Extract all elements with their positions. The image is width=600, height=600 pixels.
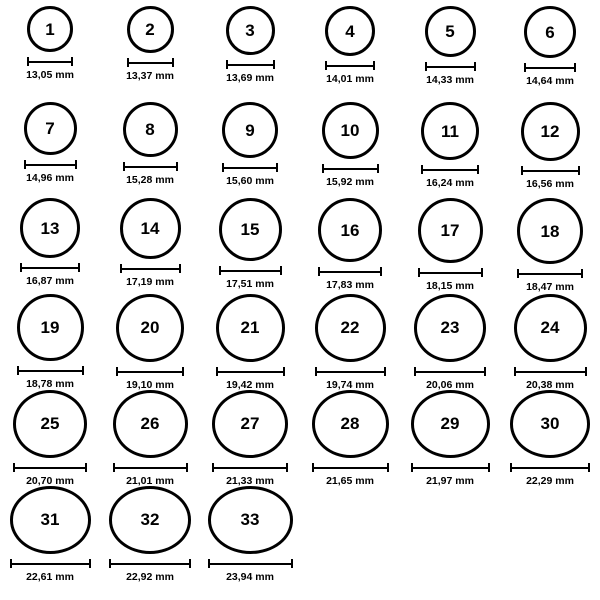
- measure-bar: [123, 166, 178, 168]
- measure-bar: [113, 467, 188, 469]
- measure-tick-right: [585, 367, 587, 376]
- diameter-measure-line: [208, 559, 293, 568]
- diameter-measure-line: [216, 367, 285, 376]
- ring-size-label: 28: [340, 414, 360, 434]
- diameter-value-label: 22,29 mm: [526, 474, 574, 487]
- ring-size-cell: [400, 6, 500, 102]
- measure-tick-left: [521, 166, 523, 175]
- ring-size-cell: [0, 390, 100, 486]
- ring-size-label: 13: [40, 218, 60, 238]
- ring-circle: [421, 102, 479, 160]
- diameter-value-label: 14,64 mm: [526, 75, 574, 87]
- measure-tick-left: [312, 463, 314, 472]
- diameter-value-label: 15,28 mm: [126, 174, 174, 186]
- measure-tick-left: [524, 63, 526, 72]
- ring-size-cell: [200, 486, 300, 582]
- measure-bar: [208, 563, 293, 565]
- diameter-value-label: 20,70 mm: [26, 474, 74, 487]
- measure-tick-left: [123, 162, 125, 171]
- ring-size-cell: [200, 390, 300, 486]
- measure-tick-right: [578, 166, 580, 175]
- ring-size-cell: [400, 294, 500, 390]
- ring-circle: [411, 390, 490, 458]
- diameter-measure-line: [109, 559, 191, 568]
- measure-tick-right: [477, 165, 479, 174]
- ring-size-cell: [300, 102, 400, 198]
- diameter-measure-line: [510, 463, 590, 472]
- diameter-value-label: 13,05 mm: [26, 69, 74, 81]
- diameter-measure-line: [219, 266, 282, 275]
- measure-tick-left: [109, 559, 111, 568]
- ring-size-cell: [0, 294, 100, 390]
- ring-size-label: 1: [45, 19, 55, 39]
- diameter-measure-line: [414, 367, 486, 376]
- ring-size-label: 30: [540, 414, 560, 434]
- measure-bar: [411, 467, 490, 469]
- diameter-value-label: 14,96 mm: [26, 172, 74, 184]
- diameter-value-label: 17,19 mm: [126, 276, 174, 288]
- ring-size-cell: [0, 198, 100, 294]
- measure-bar: [222, 167, 278, 169]
- diameter-value-label: 18,78 mm: [26, 378, 74, 390]
- measure-tick-right: [387, 463, 389, 472]
- measure-bar: [517, 273, 583, 275]
- ring-size-label: 3: [245, 21, 255, 40]
- diameter-measure-line: [322, 164, 379, 173]
- diameter-value-label: 18,47 mm: [526, 281, 574, 293]
- measure-tick-left: [222, 163, 224, 172]
- measure-tick-right: [189, 559, 191, 568]
- measure-tick-left: [116, 367, 118, 376]
- diameter-value-label: 16,24 mm: [426, 177, 474, 189]
- measure-tick-left: [24, 160, 26, 169]
- diameter-measure-line: [514, 367, 587, 376]
- diameter-measure-line: [13, 463, 87, 472]
- measure-bar: [226, 64, 275, 66]
- ring-size-cell: [500, 198, 600, 294]
- measure-bar: [514, 371, 587, 373]
- measure-tick-right: [291, 559, 293, 568]
- ring-size-cell: [300, 198, 400, 294]
- ring-size-cell: [300, 390, 400, 486]
- ring-circle: [312, 390, 389, 458]
- measure-tick-right: [179, 264, 181, 273]
- diameter-measure-line: [27, 57, 73, 66]
- measure-bar: [120, 268, 181, 270]
- ring-size-label: 16: [340, 220, 360, 240]
- diameter-measure-line: [425, 62, 476, 71]
- ring-size-cell: [200, 6, 300, 102]
- measure-tick-right: [380, 267, 382, 276]
- measure-tick-left: [113, 463, 115, 472]
- ring-size-label: 21: [240, 318, 260, 338]
- measure-bar: [116, 371, 184, 373]
- ring-size-label: 4: [345, 21, 355, 41]
- ring-circle: [322, 102, 379, 159]
- ring-size-label: 32: [140, 510, 160, 530]
- diameter-value-label: 21,01 mm: [126, 474, 174, 487]
- ring-size-label: 6: [545, 22, 555, 42]
- measure-tick-left: [421, 165, 423, 174]
- ring-size-cell: [400, 102, 500, 198]
- diameter-value-label: 22,92 mm: [126, 570, 174, 583]
- measure-tick-left: [325, 61, 327, 70]
- ring-circle: [226, 6, 275, 55]
- measure-bar: [27, 61, 73, 63]
- diameter-measure-line: [113, 463, 188, 472]
- measure-tick-right: [75, 160, 77, 169]
- measure-bar: [24, 164, 77, 166]
- diameter-measure-line: [212, 463, 288, 472]
- measure-tick-right: [273, 60, 275, 69]
- diameter-measure-line: [318, 267, 382, 276]
- measure-tick-right: [286, 463, 288, 472]
- diameter-value-label: 17,51 mm: [226, 278, 274, 290]
- measure-tick-left: [20, 263, 22, 272]
- diameter-value-label: 23,94 mm: [226, 570, 274, 583]
- ring-size-label: 11: [441, 121, 459, 141]
- ring-size-cell: [100, 198, 200, 294]
- ring-size-cell: [500, 294, 600, 390]
- measure-tick-left: [315, 367, 317, 376]
- ring-size-cell: [100, 486, 200, 582]
- ring-circle: [109, 486, 191, 554]
- measure-tick-right: [89, 559, 91, 568]
- diameter-measure-line: [421, 165, 479, 174]
- ring-size-label: 20: [140, 318, 160, 338]
- measure-bar: [216, 371, 285, 373]
- ring-size-label: 22: [340, 318, 360, 338]
- ring-circle: [208, 486, 293, 554]
- ring-circle: [414, 294, 486, 362]
- diameter-value-label: 19,42 mm: [226, 378, 274, 391]
- measure-tick-left: [17, 366, 19, 375]
- diameter-value-label: 17,83 mm: [326, 279, 374, 291]
- ring-size-label: 31: [40, 510, 60, 530]
- diameter-measure-line: [123, 162, 178, 171]
- measure-bar: [17, 370, 84, 372]
- measure-tick-right: [71, 57, 73, 66]
- ring-size-cell: [0, 6, 100, 102]
- ring-size-cell: [500, 390, 600, 486]
- measure-bar: [521, 170, 580, 172]
- diameter-measure-line: [10, 559, 91, 568]
- ring-circle: [123, 102, 178, 157]
- measure-tick-left: [127, 58, 129, 67]
- diameter-value-label: 20,06 mm: [426, 378, 474, 391]
- ring-circle: [418, 198, 483, 263]
- measure-bar: [322, 168, 379, 170]
- measure-tick-left: [226, 60, 228, 69]
- diameter-value-label: 14,33 mm: [426, 74, 474, 86]
- diameter-value-label: 19,74 mm: [326, 378, 374, 391]
- measure-tick-left: [27, 57, 29, 66]
- measure-bar: [127, 62, 174, 64]
- measure-tick-right: [377, 164, 379, 173]
- ring-circle: [318, 198, 382, 262]
- measure-bar: [109, 563, 191, 565]
- measure-bar: [418, 272, 483, 274]
- diameter-measure-line: [116, 367, 184, 376]
- measure-tick-left: [514, 367, 516, 376]
- measure-tick-left: [322, 164, 324, 173]
- measure-bar: [20, 267, 80, 269]
- measure-tick-left: [510, 463, 512, 472]
- measure-tick-left: [10, 559, 12, 568]
- ring-circle: [514, 294, 587, 362]
- measure-tick-right: [484, 367, 486, 376]
- measure-bar: [312, 467, 389, 469]
- ring-size-label: 9: [245, 120, 255, 140]
- measure-tick-right: [182, 367, 184, 376]
- measure-tick-right: [276, 163, 278, 172]
- diameter-measure-line: [127, 58, 174, 67]
- diameter-value-label: 21,33 mm: [226, 474, 274, 487]
- measure-tick-right: [78, 263, 80, 272]
- ring-circle: [510, 390, 590, 458]
- ring-size-label: 7: [45, 119, 55, 138]
- measure-tick-left: [414, 367, 416, 376]
- measure-tick-right: [85, 463, 87, 472]
- ring-circle: [13, 390, 87, 458]
- measure-bar: [315, 371, 386, 373]
- ring-size-label: 23: [440, 318, 460, 338]
- diameter-value-label: 20,38 mm: [526, 378, 574, 391]
- diameter-measure-line: [222, 163, 278, 172]
- diameter-measure-line: [524, 63, 576, 72]
- ring-circle: [113, 390, 188, 458]
- ring-size-cell: [200, 294, 300, 390]
- ring-size-cell: [500, 102, 600, 198]
- measure-tick-left: [418, 268, 420, 277]
- ring-size-label: 27: [240, 414, 260, 434]
- measure-tick-right: [280, 266, 282, 275]
- measure-tick-left: [208, 559, 210, 568]
- diameter-measure-line: [517, 269, 583, 278]
- diameter-measure-line: [120, 264, 181, 273]
- measure-tick-right: [384, 367, 386, 376]
- measure-tick-left: [411, 463, 413, 472]
- ring-size-cell: [300, 294, 400, 390]
- ring-circle: [219, 198, 282, 261]
- diameter-measure-line: [24, 160, 77, 169]
- ring-circle: [10, 486, 91, 554]
- diameter-measure-line: [226, 60, 275, 69]
- ring-size-label: 24: [540, 318, 560, 338]
- measure-bar: [524, 67, 576, 69]
- measure-bar: [510, 467, 590, 469]
- ring-circle: [222, 102, 278, 158]
- measure-tick-right: [172, 58, 174, 67]
- diameter-value-label: 18,15 mm: [426, 280, 474, 292]
- ring-size-label: 29: [440, 414, 460, 434]
- measure-tick-left: [425, 62, 427, 71]
- ring-circle: [524, 6, 576, 58]
- measure-bar: [212, 467, 288, 469]
- diameter-value-label: 19,10 mm: [126, 378, 174, 391]
- diameter-measure-line: [521, 166, 580, 175]
- ring-circle: [216, 294, 285, 362]
- ring-size-label: 10: [340, 121, 360, 140]
- diameter-measure-line: [315, 367, 386, 376]
- diameter-value-label: 13,69 mm: [226, 72, 274, 84]
- ring-circle: [116, 294, 184, 362]
- diameter-value-label: 15,92 mm: [326, 176, 374, 188]
- ring-circle: [325, 6, 375, 56]
- ring-size-cell: [0, 486, 100, 582]
- measure-tick-left: [216, 367, 218, 376]
- ring-size-cell: [100, 102, 200, 198]
- ring-size-label: 19: [40, 318, 60, 337]
- ring-size-cell: [300, 6, 400, 102]
- diameter-value-label: 15,60 mm: [226, 175, 274, 187]
- ring-size-cell: [400, 390, 500, 486]
- measure-tick-right: [283, 367, 285, 376]
- diameter-measure-line: [17, 366, 84, 375]
- diameter-value-label: 16,56 mm: [526, 178, 574, 190]
- measure-tick-right: [82, 366, 84, 375]
- diameter-value-label: 22,61 mm: [26, 570, 74, 583]
- measure-bar: [414, 371, 486, 373]
- measure-tick-left: [517, 269, 519, 278]
- ring-size-label: 25: [40, 414, 60, 434]
- diameter-value-label: 14,01 mm: [326, 73, 374, 85]
- measure-tick-right: [481, 268, 483, 277]
- measure-tick-right: [176, 162, 178, 171]
- measure-bar: [219, 270, 282, 272]
- ring-size-cell: [400, 198, 500, 294]
- ring-size-cell: [100, 294, 200, 390]
- measure-tick-right: [488, 463, 490, 472]
- ring-size-label: 33: [240, 510, 260, 530]
- ring-size-label: 26: [140, 414, 160, 434]
- ring-size-label: 14: [140, 219, 160, 238]
- ring-circle: [521, 102, 580, 161]
- ring-size-cell: [500, 6, 600, 102]
- measure-tick-right: [581, 269, 583, 278]
- diameter-measure-line: [411, 463, 490, 472]
- measure-tick-right: [186, 463, 188, 472]
- measure-bar: [10, 563, 91, 565]
- ring-size-label: 8: [145, 120, 155, 139]
- measure-tick-right: [373, 61, 375, 70]
- ring-circle: [315, 294, 386, 362]
- measure-tick-right: [574, 63, 576, 72]
- ring-size-cell: [200, 198, 300, 294]
- ring-circle: [24, 102, 77, 155]
- diameter-value-label: 21,65 mm: [326, 474, 374, 487]
- measure-tick-left: [212, 463, 214, 472]
- ring-size-label: 12: [540, 122, 560, 141]
- measure-bar: [318, 271, 382, 273]
- measure-tick-left: [219, 266, 221, 275]
- ring-circle: [517, 198, 583, 264]
- ring-circle: [212, 390, 288, 458]
- measure-bar: [325, 65, 375, 67]
- ring-size-cell: [100, 6, 200, 102]
- measure-tick-left: [318, 267, 320, 276]
- measure-tick-left: [13, 463, 15, 472]
- measure-bar: [421, 169, 479, 171]
- ring-size-cell: [200, 102, 300, 198]
- diameter-value-label: 13,37 mm: [126, 70, 174, 82]
- ring-circle: [27, 6, 73, 52]
- diameter-measure-line: [418, 268, 483, 277]
- measure-tick-right: [474, 62, 476, 71]
- ring-size-label: 17: [440, 221, 460, 240]
- ring-circle: [127, 6, 174, 53]
- ring-size-label: 5: [445, 22, 455, 41]
- ring-size-label: 18: [540, 221, 560, 241]
- diameter-value-label: 16,87 mm: [26, 275, 74, 287]
- measure-tick-right: [588, 463, 590, 472]
- diameter-value-label: 21,97 mm: [426, 474, 474, 487]
- ring-circle: [120, 198, 181, 259]
- ring-circle: [17, 294, 84, 361]
- ring-circle: [20, 198, 80, 258]
- measure-tick-left: [120, 264, 122, 273]
- measure-bar: [13, 467, 87, 469]
- diameter-measure-line: [325, 61, 375, 70]
- ring-size-cell: [100, 390, 200, 486]
- ring-size-label: 2: [145, 20, 155, 39]
- measure-bar: [425, 66, 476, 68]
- ring-size-label: 15: [240, 220, 260, 239]
- diameter-measure-line: [312, 463, 389, 472]
- diameter-measure-line: [20, 263, 80, 272]
- ring-circle: [425, 6, 476, 57]
- ring-size-cell: [0, 102, 100, 198]
